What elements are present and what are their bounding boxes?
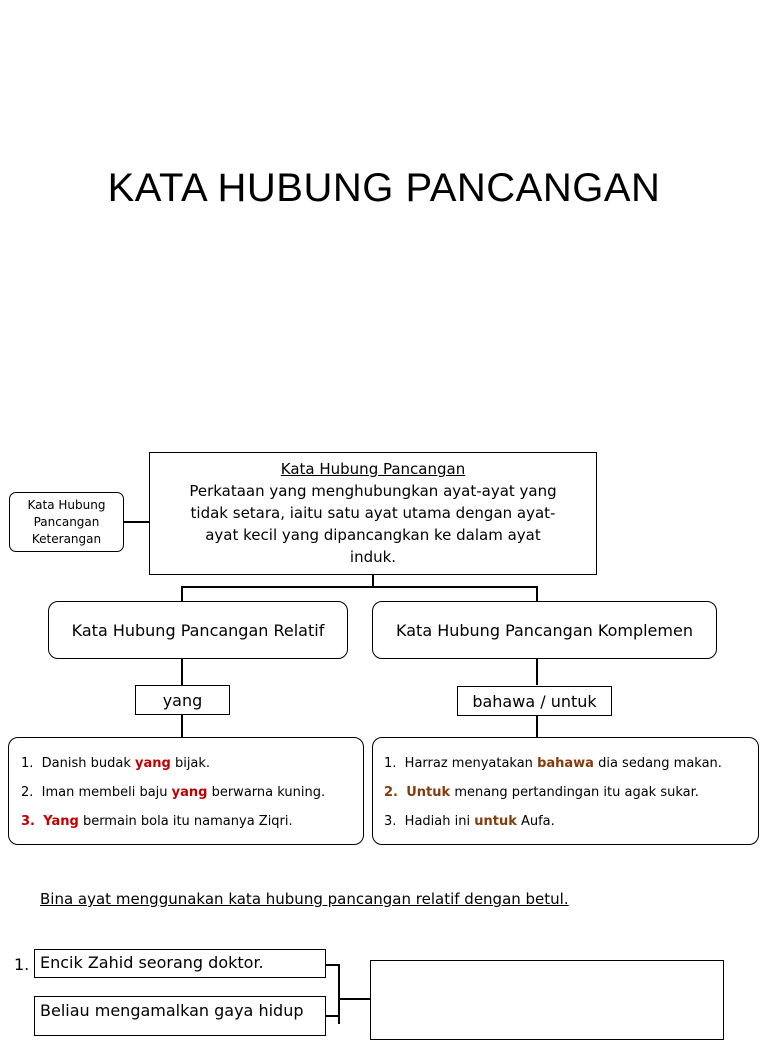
example-text: Danish budak: [41, 756, 136, 771]
list-item: [384, 807, 758, 836]
exercise-number: 1.: [14, 955, 30, 974]
komplemen-box: [372, 601, 717, 659]
example-number: 1.: [21, 756, 34, 771]
task-instruction: Bina ayat menggunakan kata hubung pancangan relatif dengan betul.: [40, 890, 569, 908]
keyword: untuk: [474, 814, 517, 829]
komplemen-example-list: [384, 749, 758, 836]
connector: [536, 716, 538, 737]
relatif-word: yang: [162, 690, 203, 710]
example-text: berwarna kuning.: [207, 785, 326, 800]
list-item: [384, 778, 758, 807]
example-number: 3.: [21, 814, 35, 829]
keterangan-line-3: Keterangan: [31, 532, 102, 546]
example-text: Harraz menyatakan: [404, 756, 538, 771]
keyword: yang: [171, 785, 208, 800]
sentence-2: Beliau mengamalkan gaya hidup: [40, 1001, 304, 1020]
definition-line-3: ayat kecil yang dipancangkan ke dalam ayat: [205, 526, 541, 544]
list-item: [384, 749, 758, 778]
definition-line-1: Perkataan yang menghubungkan ayat-ayat yang: [189, 482, 557, 500]
example-text: bijak.: [170, 756, 211, 771]
example-number: 2.: [21, 785, 34, 800]
sentence-box-1: [34, 949, 326, 978]
keyword: Yang: [43, 814, 79, 829]
list-item: [21, 778, 363, 807]
definition-box: [149, 452, 597, 575]
keyword: yang: [135, 756, 171, 771]
example-number: 3.: [384, 814, 397, 829]
example-text: Aufa.: [516, 814, 555, 829]
sentence-1: Encik Zahid seorang doktor.: [40, 953, 264, 972]
definition-line-4: induk.: [349, 548, 397, 566]
connector: [326, 1015, 340, 1017]
connector: [536, 586, 538, 601]
connector: [181, 659, 183, 685]
komplemen-word: bahawa / untuk: [472, 691, 597, 711]
list-item: [21, 749, 363, 778]
connector: [338, 998, 371, 1000]
connector: [181, 715, 183, 737]
komplemen-word-box: [457, 686, 612, 716]
definition-line-2: tidak setara, iaitu satu ayat utama dengan ayat-: [190, 504, 556, 522]
relatif-label: Kata Hubung Pancangan Relatif: [71, 620, 325, 640]
connector: [181, 586, 538, 588]
example-text: menang pertandingan itu agak sukar.: [450, 785, 699, 800]
keyword: Untuk: [406, 785, 451, 800]
example-text: Iman membeli baju: [41, 785, 172, 800]
keterangan-box: [9, 492, 124, 552]
example-text: dia sedang makan.: [593, 756, 722, 771]
komplemen-examples-box: [372, 737, 759, 845]
relatif-box: [48, 601, 348, 659]
relatif-examples-box: [8, 737, 364, 845]
connector: [536, 659, 538, 685]
sentence-box-2: [34, 996, 326, 1036]
example-number: 1.: [384, 756, 397, 771]
list-item: [21, 807, 363, 836]
relatif-example-list: [21, 749, 363, 836]
keterangan-line-1: Kata Hubung: [27, 498, 106, 512]
example-text: Hadiah ini: [404, 814, 475, 829]
komplemen-label: Kata Hubung Pancangan Komplemen: [396, 620, 693, 640]
example-text: bermain bola itu namanya Ziqri.: [78, 814, 293, 829]
example-number: 2.: [384, 785, 398, 800]
relatif-word-box: [135, 685, 230, 715]
keterangan-line-2: Pancangan: [33, 515, 100, 529]
connector: [181, 586, 183, 601]
definition-heading: Kata Hubung Pancangan: [280, 460, 466, 478]
connector: [124, 521, 150, 523]
answer-box[interactable]: [370, 960, 724, 1040]
keyword: bahawa: [537, 756, 594, 771]
page-title: KATA HUBUNG PANCANGAN: [107, 166, 661, 210]
